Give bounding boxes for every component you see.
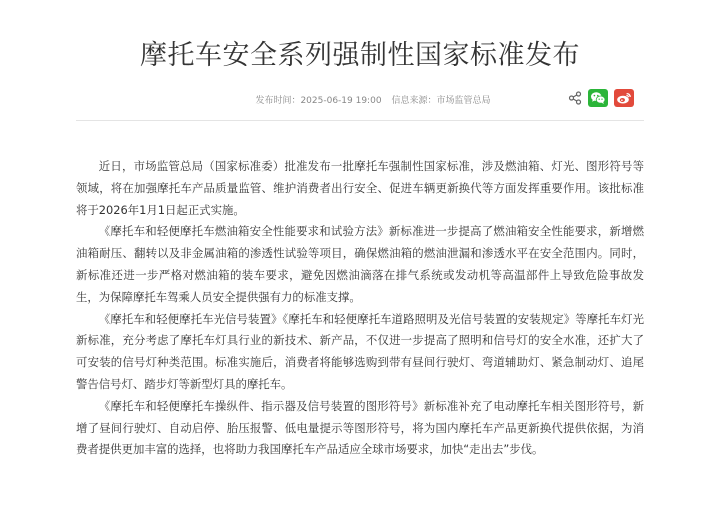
weibo-icon[interactable]: [614, 89, 634, 107]
article-meta-row: [76, 87, 644, 115]
share-icon[interactable]: [568, 90, 582, 106]
article-paragraph: 近日，市场监管总局（国家标准委）批准发布一批摩托车强制性国家标准，涉及燃油箱、灯光、图形符号等领域，将在加强摩托车产品质量监管、维护消费者出行安全、促进车辆更新换代等方面发挥重要作用。该批标准将于2026年1月1日起正式实施。: [76, 159, 644, 217]
article-title: 摩托车安全系列强制性国家标准发布: [140, 40, 580, 71]
wechat-icon[interactable]: [588, 89, 608, 107]
share-bar: [568, 87, 634, 109]
article-body: [76, 156, 644, 461]
article-paragraph: 《摩托车和轻便摩托车操纵件、指示器及信号装置的图形符号》新标准补充了电动摩托车相关图形符号，新增了昼间行驶灯、自动启停、胎压报警、低电量提示等图形符号，将为国内摩托车产品更新换代提供依据，为消费者提供更加丰富的选择，也将助力我国摩托车产品适应全球市场要求，加快“走出去”步伐。: [76, 398, 644, 457]
article-meta: [76, 93, 644, 106]
info-source: 信息来源：市场监管总局: [391, 96, 491, 106]
header-divider: [76, 120, 644, 121]
article-paragraph: 《摩托车和轻便摩托车光信号装置》《摩托车和轻便摩托车道路照明及光信号装置的安装规定》等摩托车灯光新标准，充分考虑了摩托车灯具行业的新技术、新产品，不仅进一步提高了照明和信号灯的安全水准，还扩大了可安装的信号灯种类范围。标准实施后，消费者将能够选购到带有昼间行驶灯、弯道辅助灯、紧急制动灯、追尾警告信号灯、踏步灯等新型灯具的摩托车。: [76, 311, 644, 391]
publish-time: 发布时间：2025-06-19 19:00: [255, 96, 382, 106]
article-paragraph: 《摩托车和轻便摩托车燃油箱安全性能要求和试验方法》新标准进一步提高了燃油箱安全性能要求，新增燃油箱耐压、翻转以及非金属油箱的渗透性试验等项目，确保燃油箱的燃油泄漏和渗透水平在安全范围内。同时，新标准还进一步严格对燃油箱的装车要求，避免因燃油滴落在排气系统或发动机等高温部件上导致危险事故发生，为保障摩托车驾乘人员安全提供强有力的标准支撑。: [76, 224, 644, 304]
